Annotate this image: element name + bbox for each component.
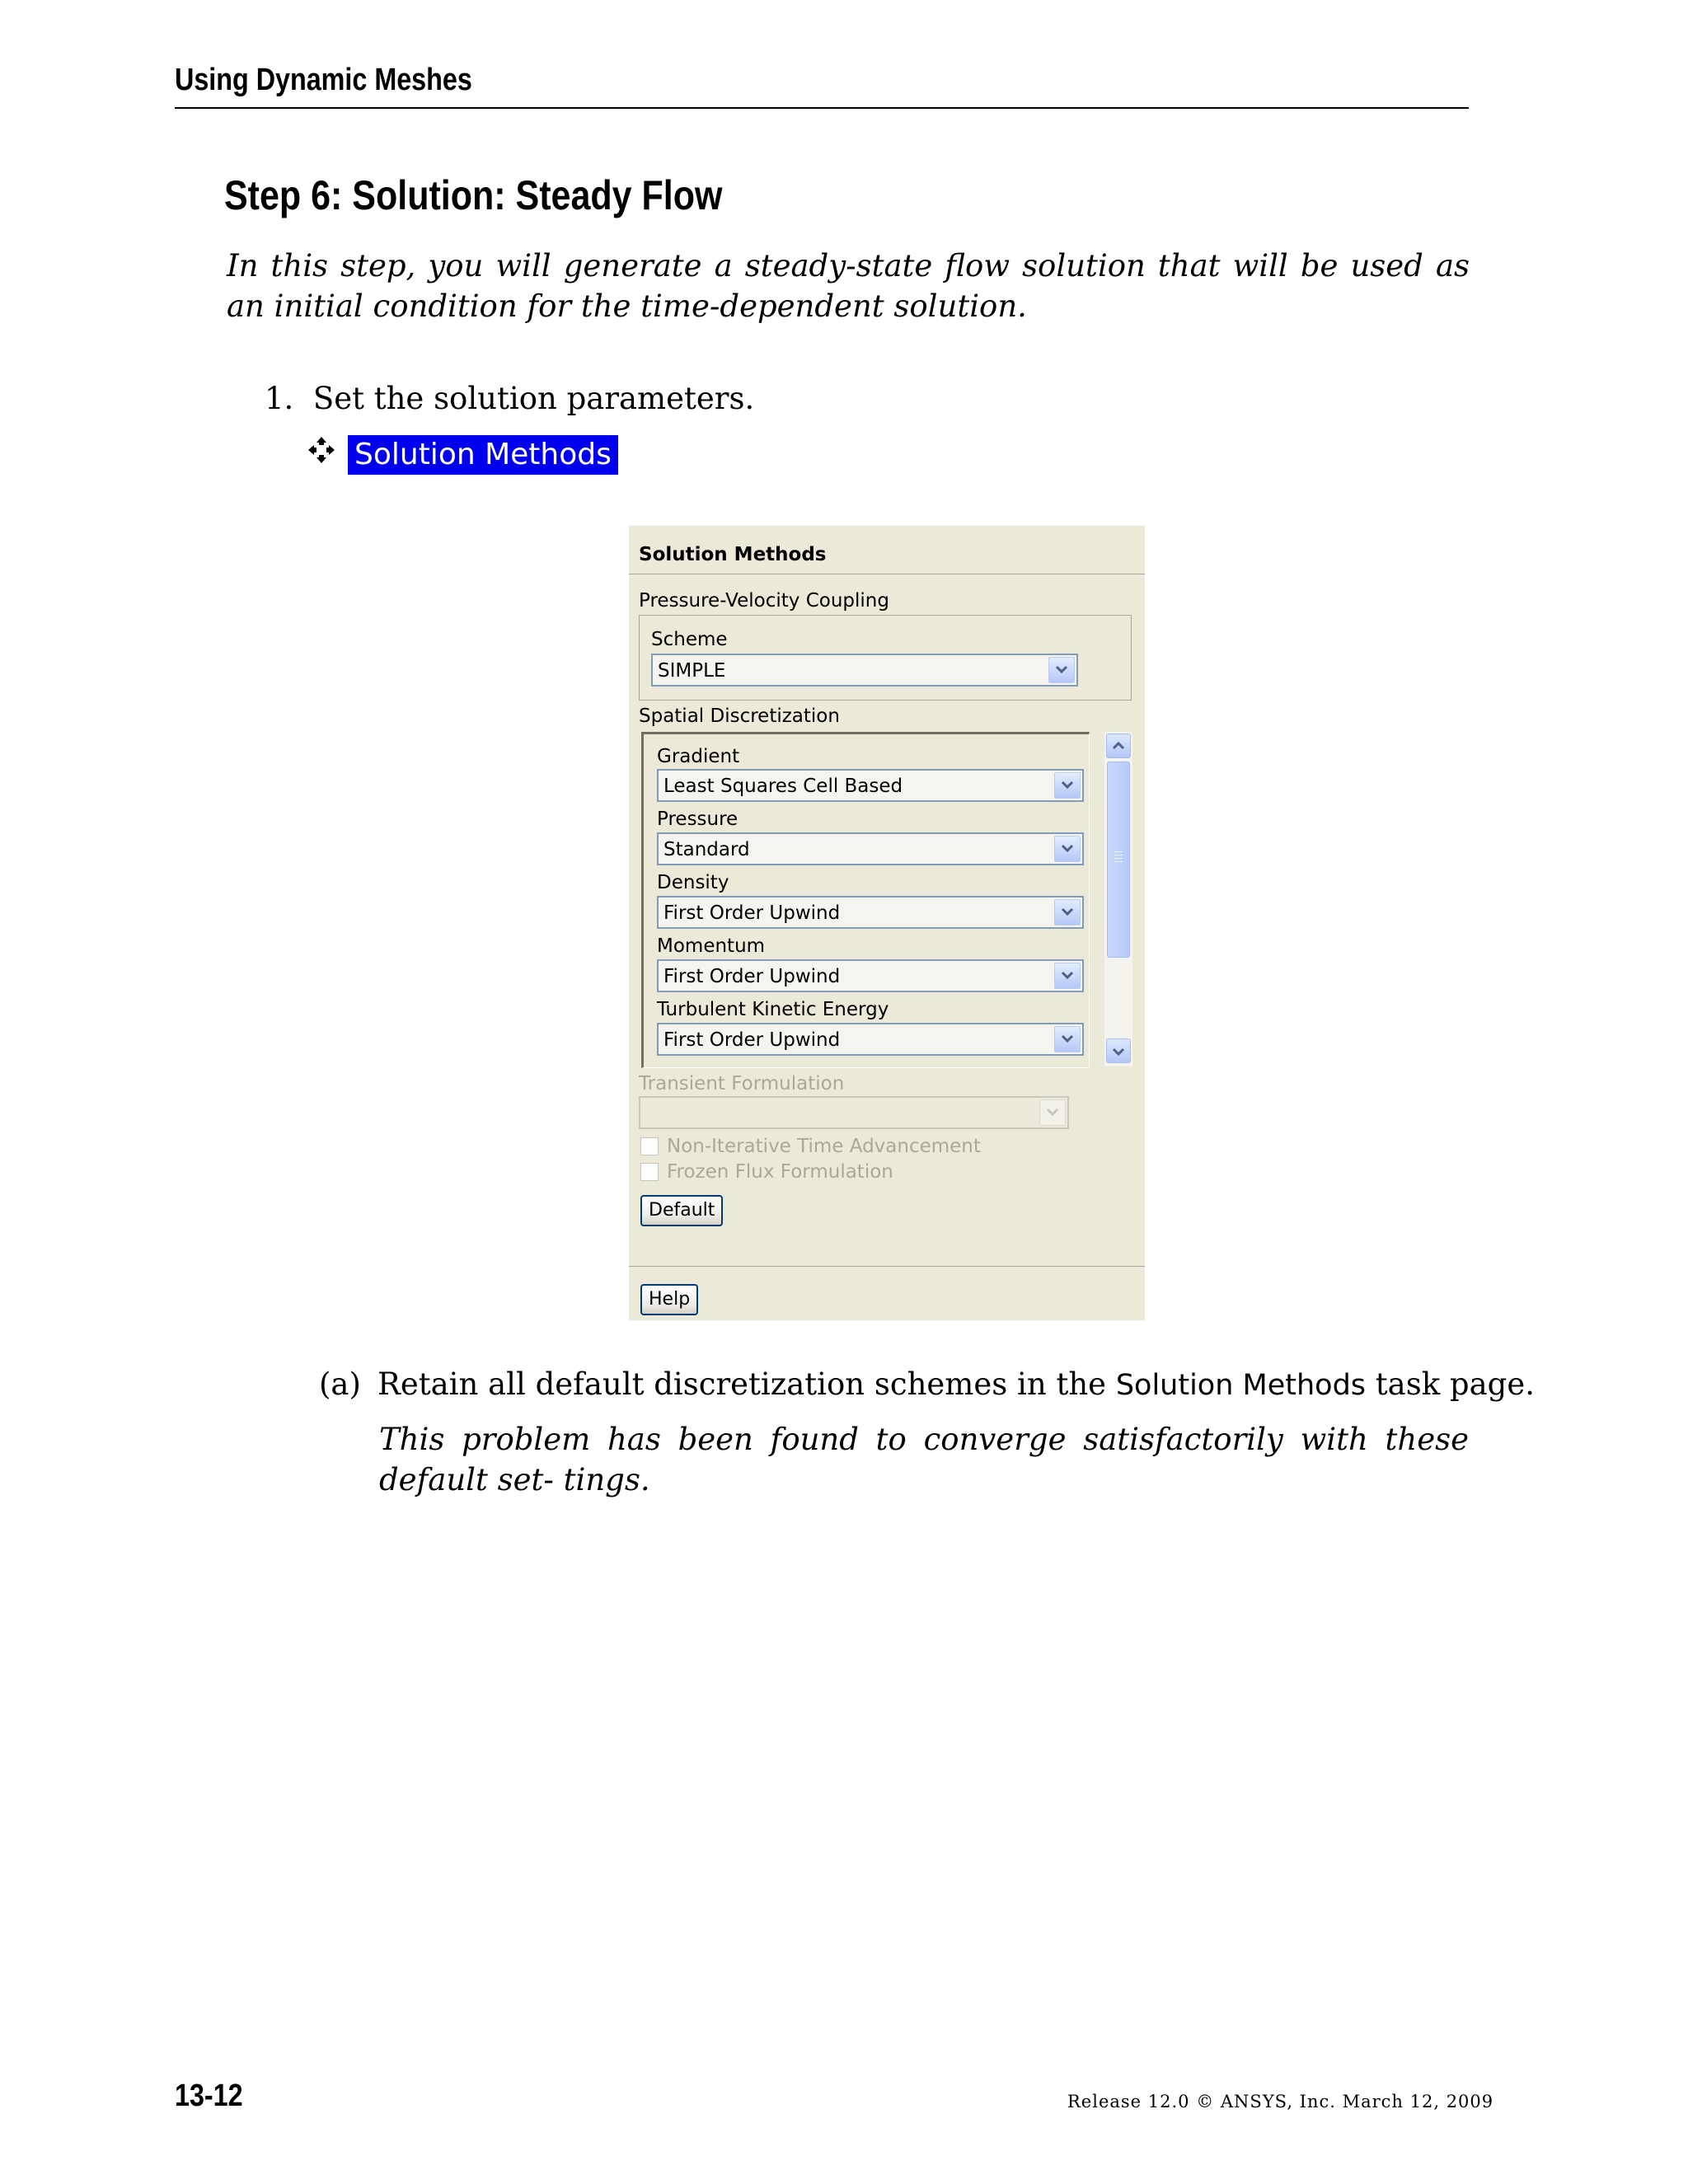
chevron-down-icon[interactable] xyxy=(1054,1026,1081,1052)
frozen-flux-label: Frozen Flux Formulation xyxy=(667,1161,893,1183)
solution-methods-panel xyxy=(629,526,1145,1320)
task-move-icon xyxy=(307,435,336,465)
density-label: Density xyxy=(657,872,729,893)
transient-formulation-dropdown[interactable] xyxy=(639,1096,1069,1129)
chevron-down-icon xyxy=(1112,1045,1125,1058)
help-button[interactable]: Help xyxy=(640,1284,698,1315)
release-info: Release 12.0 © ANSYS, Inc. March 12, 2009 xyxy=(1067,2092,1494,2111)
header-rule xyxy=(175,107,1469,109)
scheme-label: Scheme xyxy=(651,629,728,650)
density-dropdown[interactable] xyxy=(657,896,1084,929)
scheme-value: SIMPLE xyxy=(658,660,726,682)
momentum-value: First Order Upwind xyxy=(663,966,841,987)
step-1 xyxy=(265,381,754,416)
chevron-down-icon[interactable] xyxy=(1054,963,1081,989)
tke-label: Turbulent Kinetic Energy xyxy=(657,999,889,1020)
spatial-discretization-list xyxy=(641,732,1090,1068)
pv-coupling-group xyxy=(639,615,1132,701)
substep-text-before: Retain all default discretization schemes in the xyxy=(377,1366,1107,1402)
pressure-dropdown[interactable] xyxy=(657,832,1084,865)
panel-title: Solution Methods xyxy=(639,544,827,565)
scroll-thumb[interactable] xyxy=(1107,762,1130,958)
pressure-label: Pressure xyxy=(657,808,738,830)
non-iterative-label: Non-Iterative Time Advancement xyxy=(667,1136,981,1157)
scroll-up-button[interactable] xyxy=(1106,733,1131,758)
tke-dropdown[interactable] xyxy=(657,1023,1084,1056)
tke-value: First Order Upwind xyxy=(663,1029,841,1051)
footer-divider xyxy=(629,1266,1145,1267)
solution-methods-link[interactable]: Solution Methods xyxy=(348,435,618,475)
chevron-down-icon xyxy=(1039,1099,1066,1126)
gradient-label: Gradient xyxy=(657,746,740,767)
grip-line xyxy=(1114,851,1123,852)
step-text: Set the solution parameters. xyxy=(312,381,755,416)
page-number: 13-12 xyxy=(175,2079,243,2113)
chevron-down-icon[interactable] xyxy=(1054,899,1081,926)
momentum-label: Momentum xyxy=(657,935,766,957)
chevron-up-icon xyxy=(1112,739,1125,752)
default-button[interactable]: Default xyxy=(640,1195,723,1226)
substep-note: This problem has been found to converge satisfactorily with these default set- tings. xyxy=(379,1422,1469,1497)
substep-text-after: task page. xyxy=(1375,1366,1535,1402)
density-value: First Order Upwind xyxy=(663,902,841,924)
intro-paragraph: In this step, you will generate a steady-state flow solution that will be used as an initial condition for the time-dependent solution. xyxy=(227,248,1470,324)
frozen-flux-checkbox[interactable] xyxy=(640,1163,659,1181)
chevron-down-icon[interactable] xyxy=(1054,772,1081,799)
vertical-scrollbar[interactable] xyxy=(1104,732,1132,1066)
gradient-dropdown[interactable] xyxy=(657,769,1084,802)
gradient-value: Least Squares Cell Based xyxy=(663,776,903,797)
chevron-down-icon[interactable] xyxy=(1054,836,1081,862)
transient-formulation-label: Transient Formulation xyxy=(639,1073,845,1094)
scheme-dropdown[interactable] xyxy=(651,654,1078,687)
scroll-down-button[interactable] xyxy=(1106,1038,1131,1063)
pv-coupling-label: Pressure-Velocity Coupling xyxy=(639,590,889,612)
step-number: 1. xyxy=(265,381,294,416)
substep-label: (a) xyxy=(319,1366,361,1402)
chevron-down-icon[interactable] xyxy=(1048,657,1075,683)
grip-line xyxy=(1114,858,1123,859)
running-header: Using Dynamic Meshes xyxy=(175,63,472,97)
non-iterative-checkbox[interactable] xyxy=(640,1137,659,1155)
substep-text xyxy=(377,1366,1535,1402)
section-title: Step 6: Solution: Steady Flow xyxy=(224,172,723,218)
inline-ui-name: Solution Methods xyxy=(1115,1369,1367,1402)
grip-line xyxy=(1114,861,1123,862)
spatial-discretization-label: Spatial Discretization xyxy=(639,705,840,727)
pressure-value: Standard xyxy=(663,839,750,860)
momentum-dropdown[interactable] xyxy=(657,959,1084,992)
